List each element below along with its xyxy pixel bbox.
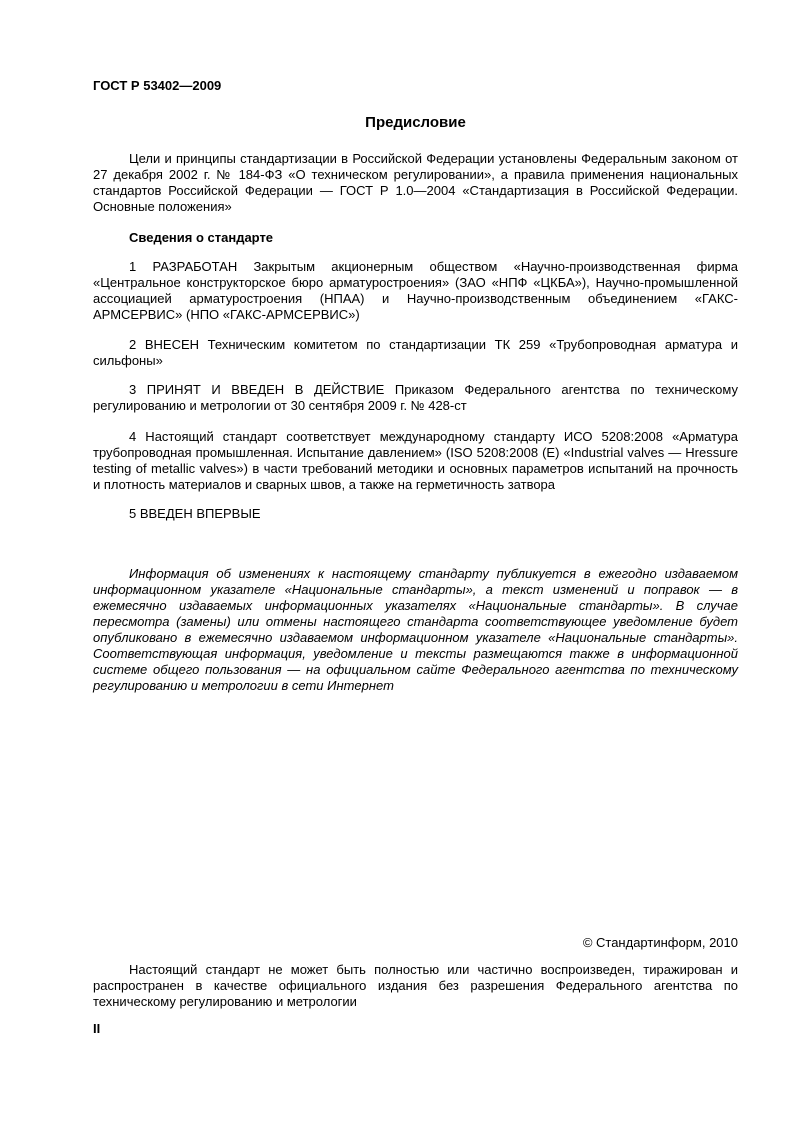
info-heading-block: [93, 230, 738, 246]
list-item: 2 ВНЕСЕН Техническим комитетом по стандартизации ТК 259 «Трубопроводная арматура и сильфоны»: [93, 337, 738, 368]
item-3-block: [93, 382, 738, 414]
page-title: Предисловие: [365, 114, 466, 131]
reproduction-block: [93, 962, 738, 1010]
page-number: II: [93, 1021, 101, 1036]
item-1-block: [93, 259, 738, 323]
list-item: 5 ВВЕДЕН ВПЕРВЫЕ: [129, 506, 261, 521]
intro-paragraph: Цели и принципы стандартизации в Российской Федерации установлены Федеральным законом от 27 декабря 2002 г. № 184-ФЗ «О техническом регулировании», а правила применения национальных стандартов Российской Федерации — ГОСТ Р 1.0—2004 «Стандартизация в Российской Федерации. Основные положения»: [93, 151, 738, 214]
notice-block: [93, 566, 738, 694]
list-item: 3 ПРИНЯТ И ВВЕДЕН В ДЕЙСТВИЕ Приказом Федерального агентства по техническому регулированию и метрологии от 30 сентября 2009 г. № 428-ст: [93, 382, 738, 413]
item-4-block: [93, 429, 738, 493]
item-5-block: [93, 506, 738, 522]
standard-code: ГОСТ Р 53402—2009: [93, 78, 222, 93]
list-item: 4 Настоящий стандарт соответствует международному стандарту ИСО 5208:2008 «Арматура трубопроводная промышленная. Испытание давлением» (ISO 5208:2008 (E) «Industrial valves — Hressure testing of metallic valves») в части требований методики и основных параметров испытаний на прочность и плотность материалов и сварных швов, а также на герметичность затвора: [93, 429, 738, 492]
update-notice: Информация об изменениях к настоящему стандарту публикуется в ежегодно издаваемом информационном указателе «Национальные стандарты», а текст изменений и поправок — в ежемесячно издаваемых информационных указателях «Национальные стандарты». В случае пересмотра (замены) или отмены настоящего стандарта соответствующее уведомление будет опубликовано в ежемесячно издаваемом информационном указателе «Национальные стандарты». Соответствующая информация, уведомление и тексты размещаются также в информационной системе общего пользования — на официальном сайте Федерального агентства по техническому регулированию и метрологии в сети Интернет: [93, 566, 738, 693]
list-item: 1 РАЗРАБОТАН Закрытым акционерным обществом «Научно-производственная фирма «Центральное конструкторское бюро арматуростроения» (ЗАО «НПФ «ЦКБА»), Научно-промышленной ассоциацией арматуростроения (НПАА) и Научно-производственным объединением «ГАКС-АРМСЕРВИС» (НПО «ГАКС-АРМСЕРВИС»): [93, 259, 738, 322]
copyright: © Стандартинформ, 2010: [582, 935, 738, 950]
reproduction-notice: Настоящий стандарт не может быть полностью или частично воспроизведен, тиражирован и распространен в качестве официального издания без разрешения Федерального агентства по техническому регулированию и метрологии: [93, 962, 738, 1009]
info-heading: Сведения о стандарте: [129, 230, 274, 245]
item-2-block: [93, 337, 738, 369]
intro-block: [93, 151, 738, 215]
